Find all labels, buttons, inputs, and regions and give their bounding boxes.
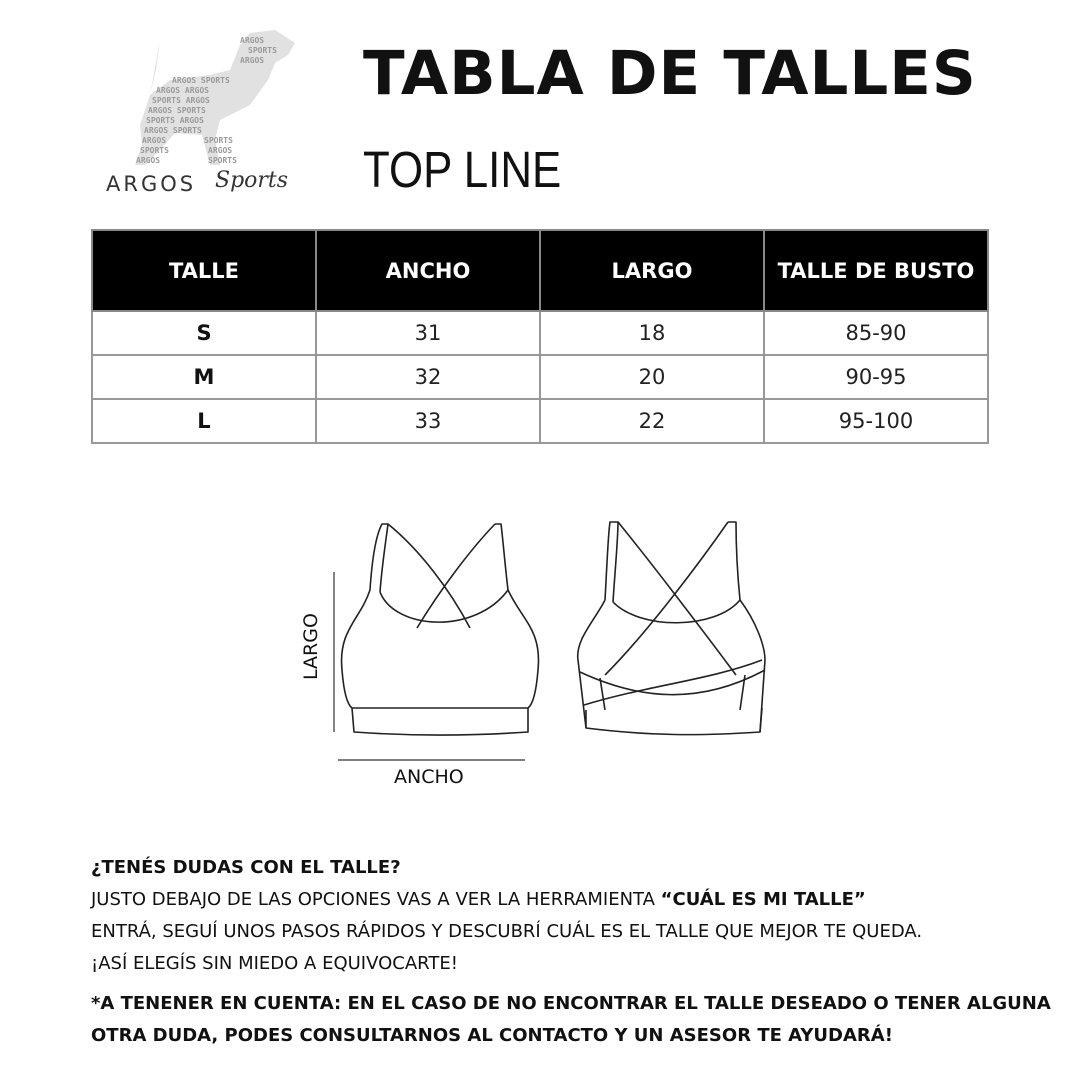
brand-script: Sports	[215, 168, 289, 193]
info-question: ¿TENÉS DUDAS CON EL TALLE?	[91, 857, 401, 878]
svg-text:ARGOS SPORTS: ARGOS SPORTS	[144, 126, 202, 135]
brand-name: ARGOS	[106, 172, 197, 196]
page-title: TABLA DE TALLES	[363, 38, 977, 109]
cell-busto: 90-95	[764, 355, 988, 399]
svg-text:ARGOS: ARGOS	[136, 156, 161, 165]
table-header-row	[92, 230, 988, 311]
svg-text:SPORTS ARGOS: SPORTS ARGOS	[152, 96, 210, 105]
back-view-illustration	[578, 522, 765, 735]
header-ancho: ANCHO	[316, 230, 540, 311]
svg-text:SPORTS: SPORTS	[204, 136, 233, 145]
svg-text:SPORTS: SPORTS	[248, 46, 277, 55]
info-tool-name: “CUÁL ES MI TALLE”	[660, 889, 866, 910]
svg-text:SPORTS ARGOS: SPORTS ARGOS	[146, 116, 204, 125]
info-line-2: ENTRÁ, SEGUÍ UNOS PASOS RÁPIDOS Y DESCUBRÍ CUÁL ES EL TALLE QUE MEJOR TE QUEDA.	[91, 921, 923, 942]
svg-text:SPORTS: SPORTS	[140, 146, 169, 155]
svg-text:SPORTS: SPORTS	[208, 156, 237, 165]
info-block	[91, 852, 1051, 980]
svg-text:ARGOS: ARGOS	[142, 136, 167, 145]
cell-busto: 85-90	[764, 311, 988, 355]
cell-largo: 18	[540, 311, 764, 355]
top-diagram	[300, 510, 780, 810]
ancho-label: ANCHO	[394, 766, 464, 788]
cell-size: M	[92, 355, 316, 399]
size-table	[91, 229, 989, 444]
header-largo: LARGO	[540, 230, 764, 311]
footnote: *A TENENER EN CUENTA: EN EL CASO DE NO ENCONTRAR EL TALLE DESEADO O TENER ALGUNA OTRA DUDA, PODES CONSULTARNOS AL CONTACTO Y UN ASESOR TE AYUDARÁ!	[91, 993, 1051, 1046]
svg-text:ARGOS: ARGOS	[208, 146, 233, 155]
cell-largo: 20	[540, 355, 764, 399]
cell-largo: 22	[540, 399, 764, 443]
info-line-1	[91, 884, 1051, 916]
table-row	[92, 311, 988, 355]
svg-text:ARGOS SPORTS: ARGOS SPORTS	[172, 76, 230, 85]
svg-text:ARGOS: ARGOS	[240, 56, 265, 65]
cell-size: S	[92, 311, 316, 355]
header-talle: TALLE	[92, 230, 316, 311]
svg-text:ARGOS SPORTS: ARGOS SPORTS	[148, 106, 206, 115]
cell-size: L	[92, 399, 316, 443]
largo-label: LARGO	[300, 613, 322, 680]
front-view-illustration	[342, 524, 539, 735]
svg-text:ARGOS ARGOS: ARGOS ARGOS	[156, 86, 209, 95]
cell-ancho: 32	[316, 355, 540, 399]
page-subtitle: TOP LINE	[363, 141, 562, 198]
cell-busto: 95-100	[764, 399, 988, 443]
svg-text:ARGOS: ARGOS	[240, 36, 265, 45]
info-line-1-prefix: JUSTO DEBAJO DE LAS OPCIONES VAS A VER LA HERRAMIENTA	[91, 889, 661, 910]
table-row	[92, 355, 988, 399]
info-line-3: ¡ASÍ ELEGÍS SIN MIEDO A EQUIVOCARTE!	[91, 953, 458, 974]
cell-ancho: 33	[316, 399, 540, 443]
header-busto: TALLE DE BUSTO	[764, 230, 988, 311]
cell-ancho: 31	[316, 311, 540, 355]
table-row	[92, 399, 988, 443]
